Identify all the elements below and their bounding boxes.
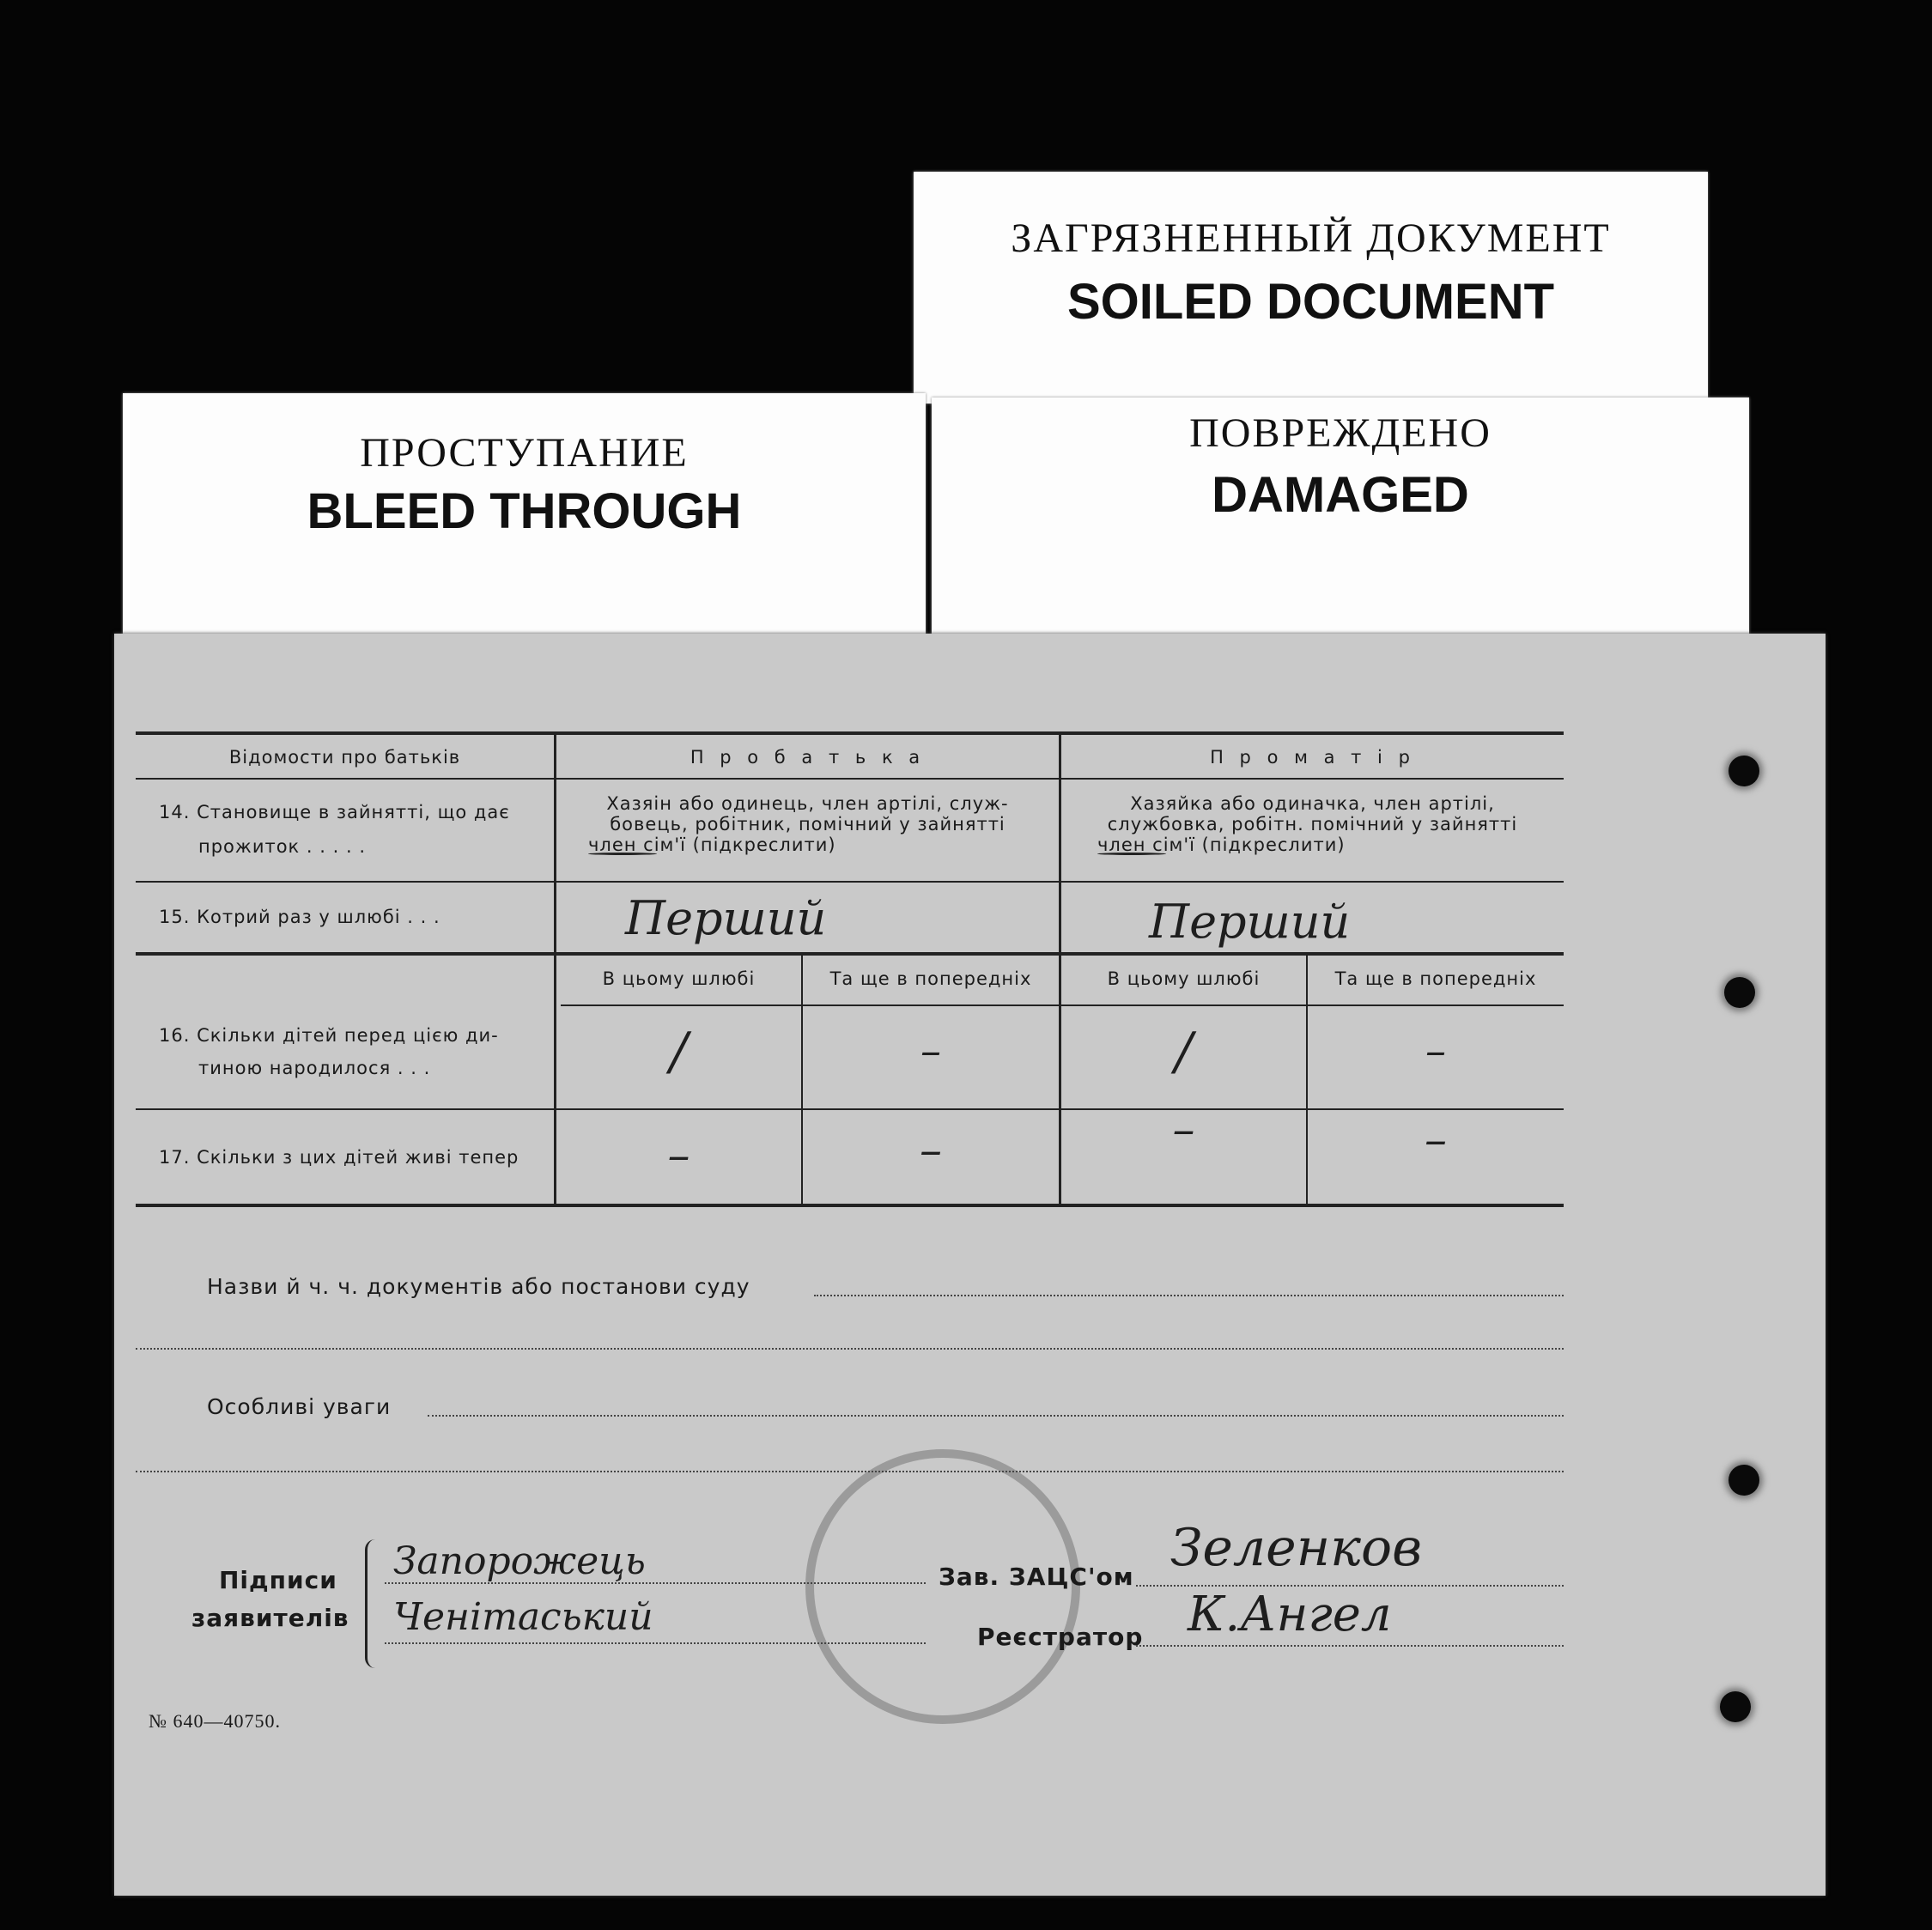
subheader-mother-this-marriage: В цьому шлюбі — [1107, 968, 1261, 989]
notes-line-1 — [428, 1415, 1564, 1417]
applicant-2-line — [385, 1642, 926, 1644]
registration-form-card — [114, 634, 1826, 1896]
soiled-document-label — [914, 172, 1708, 404]
row16-father-this-value: / — [670, 1022, 688, 1082]
registrar-signature: К.Ангел — [1188, 1587, 1392, 1642]
row16-rule — [136, 1108, 1564, 1110]
row16-label-line1: 16. Скільки дітей перед цією ди- — [159, 1025, 499, 1046]
head-signature: Зеленков — [1170, 1518, 1422, 1578]
row14-rule — [136, 881, 1564, 883]
header-about-mother: П р о м а т і р — [1210, 747, 1415, 768]
row15-mother-value: Перший — [1149, 895, 1351, 949]
row17-father-this-value: – — [667, 1130, 690, 1181]
col-divider-sub-2 — [1306, 956, 1308, 1205]
bleed-through-label — [123, 393, 926, 642]
table-top-rule — [136, 731, 1564, 735]
applicant-1-signature: Запорожець — [393, 1539, 646, 1583]
row17-father-previous-value: – — [920, 1125, 942, 1176]
row15-father-value: Перший — [625, 891, 827, 945]
header-rule — [136, 778, 1564, 780]
subheader-father-previous: Та ще в попередніх — [829, 968, 1032, 989]
signatures-label-line1: Підписи — [219, 1566, 337, 1594]
damaged-label-ru: ПОВРЕЖДЕНО — [1189, 410, 1492, 456]
registrar-line — [1136, 1645, 1564, 1647]
row15-rule — [136, 952, 1564, 956]
punch-hole — [1728, 756, 1759, 786]
documents-line-1 — [814, 1295, 1564, 1296]
row15-label: 15. Котрий раз у шлюбі . . . — [159, 907, 440, 927]
punch-hole — [1720, 1691, 1751, 1722]
head-label: Зав. ЗАЦС'ом — [939, 1563, 1134, 1591]
row14-label-line1: 14. Становище в зайнятті, що дає — [159, 802, 510, 822]
soiled-label-ru: ЗАГРЯЗНЕННЫЙ ДОКУМЕНТ — [1011, 215, 1611, 261]
row14-father-line1: Хазяін або одинець, член артілі, служ- — [606, 793, 1009, 814]
father-underline-mark — [588, 853, 657, 855]
row17-label: 17. Скільки з цих дітей живі тепер — [159, 1147, 519, 1168]
subheader-rule — [561, 1004, 1564, 1006]
table-bottom-rule — [136, 1204, 1564, 1207]
signatures-brace — [365, 1539, 380, 1668]
subheader-mother-previous: Та ще в попередніх — [1334, 968, 1537, 989]
notes-label: Особливі уваги — [207, 1394, 392, 1419]
form-number: № 640—40750. — [149, 1710, 281, 1732]
soiled-label-en: SOILED DOCUMENT — [1066, 274, 1555, 330]
row17-mother-previous-value: – — [1425, 1114, 1447, 1166]
row14-father-line2: бовець, робітник, помічний у зайнятті — [610, 814, 1005, 835]
row14-mother-line3: член сім'ї (підкреслити) — [1097, 835, 1346, 855]
header-about-father: П р о б а т ь к а — [690, 747, 926, 768]
damaged-label — [932, 398, 1749, 642]
header-parents-info: Відомости про батьків — [228, 747, 461, 768]
row14-label-line2: прожиток . . . . . — [198, 836, 366, 857]
bleed-label-ru: ПРОСТУПАНИЕ — [360, 430, 689, 476]
applicant-2-signature: Ченітаський — [393, 1595, 653, 1639]
row17-mother-this-value: – — [1172, 1104, 1195, 1156]
documents-line-2 — [136, 1348, 1564, 1350]
punch-hole — [1724, 977, 1755, 1008]
mother-underline-mark — [1097, 853, 1166, 855]
row14-father-line3: член сім'ї (підкреслити) — [588, 835, 836, 855]
row16-label-line2: тиною народилося . . . — [198, 1058, 431, 1078]
row14-mother-line1: Хазяйка або одиначка, член артілі, — [1130, 793, 1495, 814]
signatures-label-line2: заявителів — [191, 1604, 349, 1632]
row16-mother-previous-value: – — [1425, 1027, 1446, 1075]
row16-father-previous-value: – — [920, 1027, 941, 1075]
registrar-label: Реєстратор — [977, 1623, 1144, 1651]
punch-hole — [1728, 1465, 1759, 1496]
row16-mother-this-value: / — [1175, 1022, 1193, 1082]
damaged-label-en: DAMAGED — [1212, 467, 1469, 523]
applicant-1-line — [385, 1582, 926, 1584]
documents-label: Назви й ч. ч. документів або постанови суду — [207, 1274, 750, 1299]
subheader-father-this-marriage: В цьому шлюбі — [602, 968, 756, 989]
notes-line-2 — [136, 1471, 1564, 1472]
bleed-label-en: BLEED THROUGH — [307, 483, 742, 539]
row14-mother-line2: службовка, робітн. помічний у зайнятті — [1107, 814, 1518, 835]
